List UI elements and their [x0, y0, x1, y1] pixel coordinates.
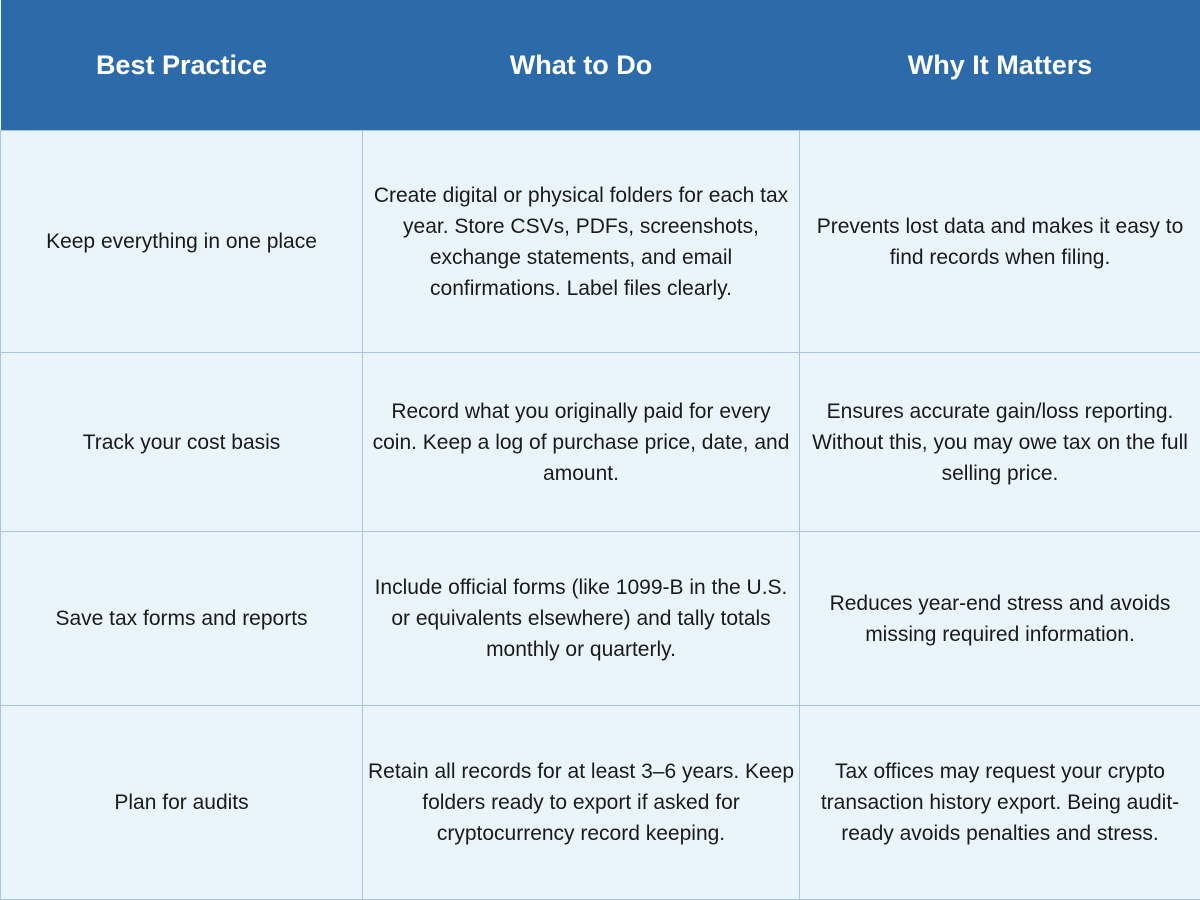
why-it-matters-cell: Reduces year-end stress and avoids missing required information.: [800, 532, 1200, 706]
what-to-do-cell: Retain all records for at least 3–6 years. Keep folders ready to export if asked for cryptocurrency record keeping.: [363, 706, 800, 900]
header-best-practice: Best Practice: [1, 0, 363, 131]
why-it-matters-cell: Tax offices may request your crypto transaction history export. Being audit-ready avoids penalties and stress.: [800, 706, 1200, 900]
header-what-to-do: What to Do: [363, 0, 800, 131]
what-to-do-cell: Record what you originally paid for every coin. Keep a log of purchase price, date, and amount.: [363, 353, 800, 532]
table-header-row: [1, 0, 1200, 131]
practice-cell: Keep everything in one place: [1, 131, 363, 353]
practice-cell: Track your cost basis: [1, 353, 363, 532]
practice-cell: Save tax forms and reports: [1, 532, 363, 706]
table-row: [1, 706, 1200, 900]
what-to-do-cell: Include official forms (like 1099-B in the U.S. or equivalents elsewhere) and tally totals monthly or quarterly.: [363, 532, 800, 706]
table-row: [1, 131, 1200, 353]
why-it-matters-cell: Ensures accurate gain/loss reporting. Without this, you may owe tax on the full selling price.: [800, 353, 1200, 532]
table-row: [1, 532, 1200, 706]
practice-cell: Plan for audits: [1, 706, 363, 900]
why-it-matters-cell: Prevents lost data and makes it easy to find records when filing.: [800, 131, 1200, 353]
what-to-do-cell: Create digital or physical folders for each tax year. Store CSVs, PDFs, screenshots, exchange statements, and email confirmations. Label files clearly.: [363, 131, 800, 353]
table-row: [1, 353, 1200, 532]
header-why-it-matters: Why It Matters: [800, 0, 1200, 131]
